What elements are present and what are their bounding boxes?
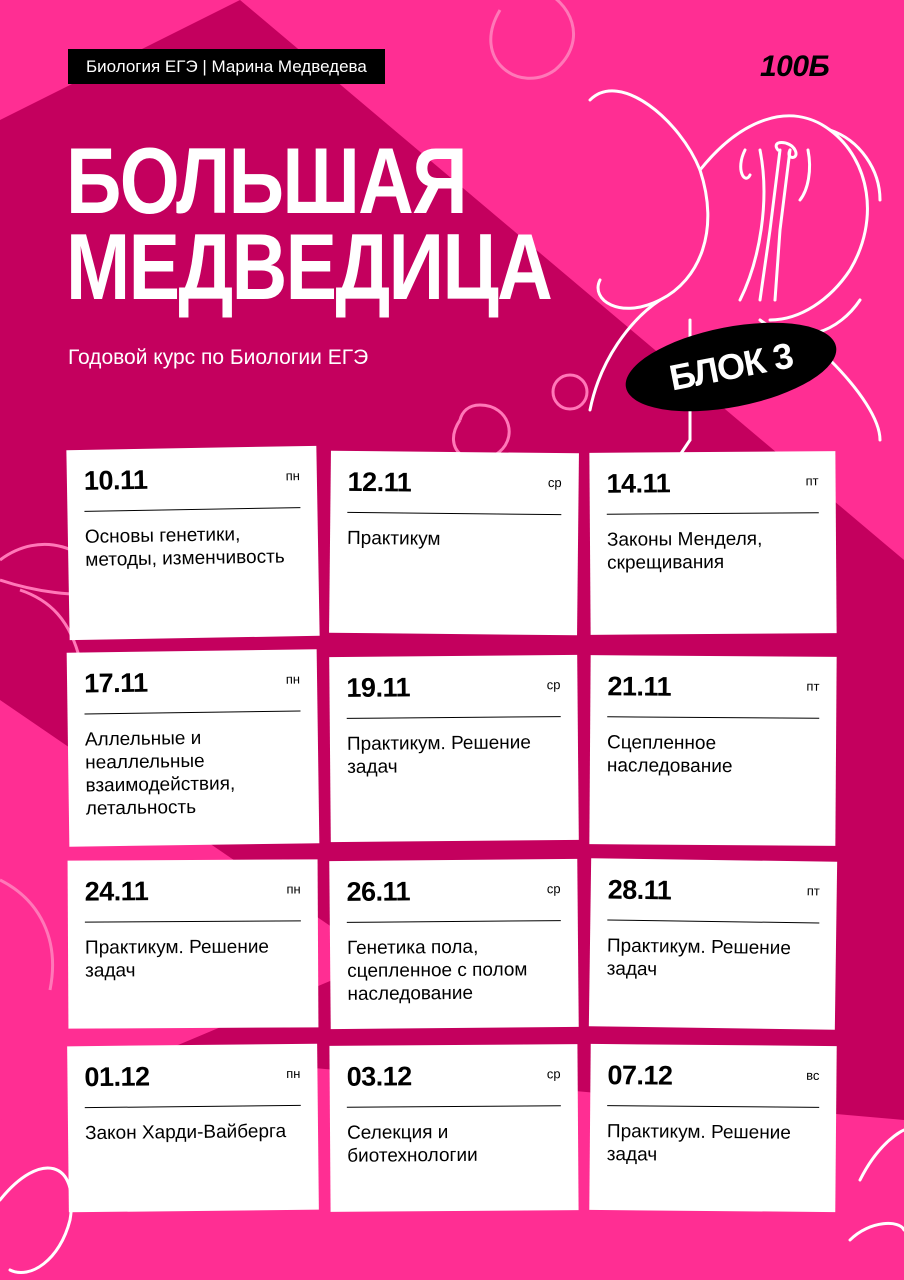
card-weekday: пн bbox=[286, 1065, 301, 1082]
schedule-card bbox=[589, 655, 836, 846]
schedule-card bbox=[589, 1044, 836, 1212]
card-header bbox=[84, 650, 301, 715]
card-date: 17.11 bbox=[83, 667, 148, 699]
schedule-card bbox=[329, 1044, 578, 1212]
card-date: 26.11 bbox=[346, 876, 411, 907]
card-topic: Практикум bbox=[346, 527, 441, 550]
schedule-card bbox=[66, 446, 319, 640]
card-topic: Закон Харди-Вайберга bbox=[84, 1121, 287, 1145]
card-header bbox=[85, 859, 301, 922]
card-date: 12.11 bbox=[347, 466, 412, 498]
title-line-2: МЕДВЕДИЦА bbox=[66, 214, 552, 319]
card-header bbox=[346, 1044, 560, 1107]
page-title bbox=[66, 128, 666, 319]
card-weekday: пт bbox=[806, 883, 820, 899]
card-date: 28.11 bbox=[607, 874, 672, 906]
schedule-card bbox=[329, 655, 579, 842]
card-header bbox=[84, 1044, 301, 1108]
card-date: 19.11 bbox=[346, 672, 411, 703]
schedule-card bbox=[589, 451, 836, 635]
card-weekday: ср bbox=[546, 1066, 561, 1082]
title-line-1: БОЛЬШАЯ bbox=[66, 128, 466, 233]
card-date: 01.12 bbox=[84, 1061, 150, 1093]
card-date: 24.11 bbox=[84, 876, 149, 907]
schedule-card bbox=[589, 858, 837, 1029]
card-topic: Законы Менделя, скрещивания bbox=[606, 528, 763, 574]
card-date: 03.12 bbox=[346, 1061, 412, 1092]
card-topic: Практикум. Решение задач bbox=[606, 935, 792, 981]
card-header bbox=[607, 655, 819, 718]
card-weekday: пт bbox=[806, 678, 820, 694]
card-weekday: пт bbox=[805, 473, 819, 489]
course-badge: Биология ЕГЭ | Марина Медведева bbox=[68, 49, 385, 84]
schedule-card bbox=[67, 649, 320, 846]
schedule-card bbox=[329, 859, 578, 1029]
card-weekday: ср bbox=[546, 881, 561, 897]
schedule-card bbox=[329, 451, 579, 636]
card-date: 21.11 bbox=[607, 671, 672, 702]
card-topic: Практикум. Решение задач bbox=[84, 936, 270, 982]
page-subtitle: Годовой курс по Биологии ЕГЭ bbox=[68, 346, 369, 369]
card-date: 07.12 bbox=[607, 1060, 673, 1091]
card-topic: Селекция и биотехнологии bbox=[346, 1122, 478, 1167]
schedule-card bbox=[68, 859, 319, 1028]
card-topic: Практикум. Решение задач bbox=[606, 1121, 792, 1166]
card-weekday: ср bbox=[546, 677, 561, 693]
card-date: 10.11 bbox=[83, 464, 148, 496]
card-header bbox=[346, 859, 561, 923]
card-header bbox=[607, 859, 820, 924]
brand-logo: 100Б bbox=[760, 50, 830, 83]
card-date: 14.11 bbox=[606, 468, 671, 499]
card-header bbox=[346, 655, 561, 719]
card-topic: Практикум. Решение задач bbox=[346, 732, 531, 778]
card-header bbox=[347, 451, 562, 515]
card-header bbox=[83, 446, 300, 512]
card-topic: Генетика пола, сцепленное с полом наследование bbox=[346, 936, 528, 1005]
card-weekday: вс bbox=[806, 1067, 820, 1083]
card-weekday: пн bbox=[285, 671, 301, 687]
card-weekday: пн bbox=[286, 881, 301, 897]
card-topic: Основы генетики, методы, изменчивость bbox=[84, 524, 285, 571]
block-label: БЛОК 3 bbox=[618, 307, 843, 426]
card-header bbox=[607, 1044, 820, 1108]
card-topic: Аллельные и неаллельные взаимодействия, летальность bbox=[84, 727, 236, 820]
card-header bbox=[606, 451, 818, 514]
card-weekday: ср bbox=[547, 474, 562, 491]
card-topic: Сцепленное наследование bbox=[606, 732, 733, 778]
card-weekday: пн bbox=[285, 468, 300, 484]
schedule-card bbox=[67, 1044, 319, 1213]
